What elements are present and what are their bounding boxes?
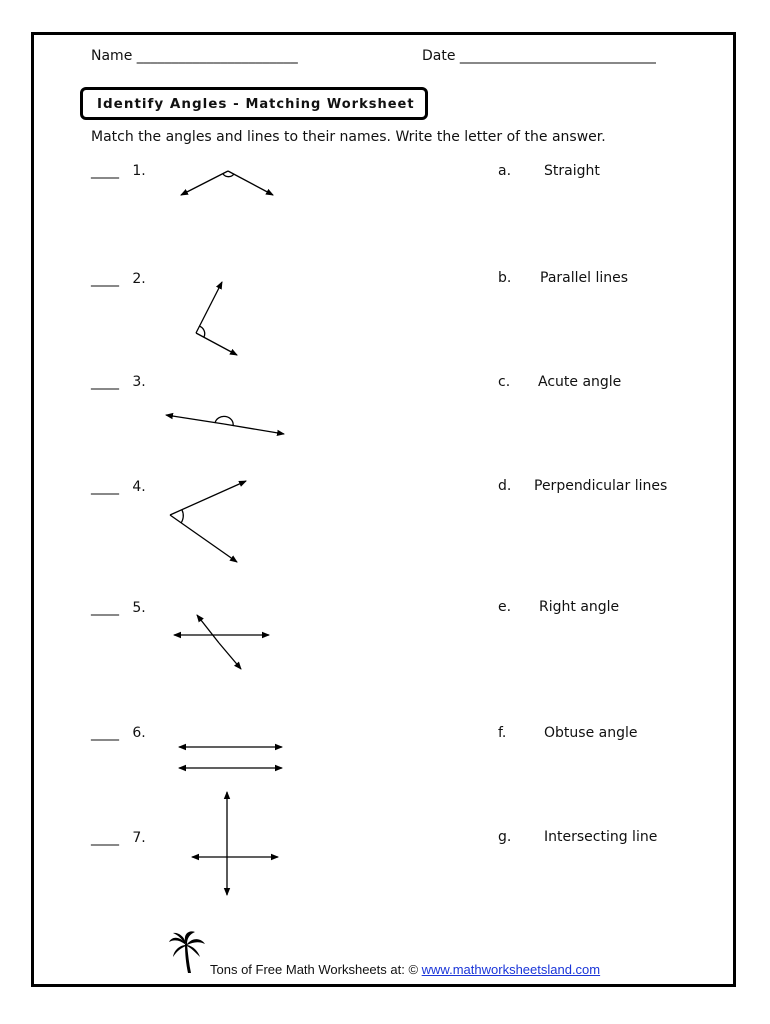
answer-blank: ____ <box>91 600 119 616</box>
answer-letter: b. <box>498 270 512 286</box>
figure-5-intersecting-lines <box>174 615 269 669</box>
answer-blank: ____ <box>91 830 119 846</box>
answer-blank: ____ <box>91 271 119 287</box>
answer-blank: ____ <box>91 725 119 741</box>
answer-text: Obtuse angle <box>544 725 638 741</box>
figure-4-angle <box>170 481 246 562</box>
question-number: 5. <box>132 600 146 616</box>
question-number: 3. <box>132 374 146 390</box>
question-number: 7. <box>132 830 146 846</box>
footer-text: Tons of Free Math Worksheets at: © <box>210 962 422 977</box>
figure-6-parallel-lines <box>179 747 282 768</box>
answer-letter: d. <box>498 478 512 494</box>
title-main: Identify Angles - <box>97 96 246 112</box>
answer-text: Acute angle <box>538 374 622 390</box>
question-number: 2. <box>132 271 146 287</box>
answer-letter: g. <box>498 829 512 845</box>
answer-letter: e. <box>498 599 512 615</box>
question-number: 6. <box>132 725 146 741</box>
instructions: Match the angles and lines to their names. Write the letter of the answer. <box>91 129 606 145</box>
answer-blank: ____ <box>91 479 119 495</box>
footer-website-link[interactable]: www.mathworksheetsland.com <box>421 962 601 977</box>
figure-2-acute-angle <box>196 282 237 355</box>
figure-3-straight-angle <box>166 415 284 434</box>
question-number: 1. <box>132 163 146 179</box>
date-field-label: Date ____________________________ <box>422 48 656 64</box>
answer-text: Straight <box>544 163 600 179</box>
name-field-label: Name _______________________ <box>91 48 298 64</box>
answer-text: Right angle <box>539 599 620 615</box>
answer-letter: c. <box>498 374 511 390</box>
answer-letter: f. <box>498 725 507 741</box>
question-number: 4. <box>132 479 146 495</box>
answer-text: Parallel lines <box>540 270 629 286</box>
answer-letter: a. <box>498 163 512 179</box>
answer-text: Intersecting line <box>544 829 658 845</box>
figure-7-perpendicular-lines <box>192 792 278 895</box>
figure-1-obtuse-angle <box>181 171 273 195</box>
palm-tree-icon <box>168 930 206 974</box>
answer-blank: ____ <box>91 163 119 179</box>
title-sub: Matching Worksheet <box>245 97 415 112</box>
answer-blank: ____ <box>91 374 119 390</box>
answer-text: Perpendicular lines <box>534 478 668 494</box>
footer-credit <box>210 962 600 977</box>
